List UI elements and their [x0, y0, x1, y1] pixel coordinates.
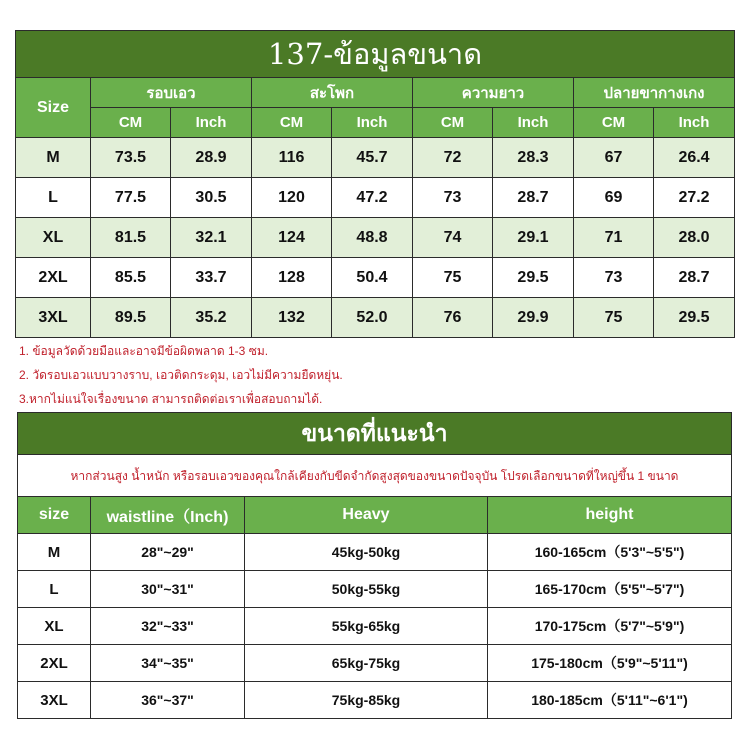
unit-header: Inch: [332, 108, 413, 138]
value-cell: 120: [252, 178, 332, 218]
value-cell: 48.8: [332, 218, 413, 258]
size-column-header: Size: [16, 78, 91, 138]
value-cell: 52.0: [332, 298, 413, 338]
value-cell: 29.9: [493, 298, 574, 338]
recommended-size-table: [17, 412, 732, 719]
value-cell: 47.2: [332, 178, 413, 218]
height-cell: 170-175cm（5'7"~5'9"): [488, 608, 732, 645]
size-cell: M: [18, 534, 91, 571]
value-cell: 28.9: [171, 138, 252, 178]
waistline-cell: 36"~37": [91, 682, 245, 719]
value-cell: 75: [413, 258, 493, 298]
value-cell: 50.4: [332, 258, 413, 298]
value-cell: 73: [574, 258, 654, 298]
waistline-cell: 34"~35": [91, 645, 245, 682]
value-cell: 32.1: [171, 218, 252, 258]
heavy-cell: 45kg-50kg: [245, 534, 488, 571]
size-cell: L: [18, 571, 91, 608]
recommendation-description: หากส่วนสูง น้ำหนัก หรือรอบเอวของคุณใกล้เคียงกับขีดจำกัดสูงสุดของขนาดปัจจุบัน โปรดเลือกขนาดที่ใหญ่ขึ้น 1 ขนาด: [18, 455, 732, 497]
table-row: [16, 138, 735, 178]
unit-header: CM: [574, 108, 654, 138]
value-cell: 30.5: [171, 178, 252, 218]
heavy-cell: 55kg-65kg: [245, 608, 488, 645]
value-cell: 33.7: [171, 258, 252, 298]
size-cell: 3XL: [18, 682, 91, 719]
value-cell: 85.5: [91, 258, 171, 298]
table-row: [18, 571, 732, 608]
header-waistline: waistline（Inch): [91, 497, 245, 534]
value-cell: 71: [574, 218, 654, 258]
table-row: [18, 682, 732, 719]
value-cell: 132: [252, 298, 332, 338]
group-header-hip: สะโพก: [252, 78, 413, 108]
value-cell: 74: [413, 218, 493, 258]
value-cell: 73: [413, 178, 493, 218]
table-row: [18, 534, 732, 571]
group-header-length: ความยาว: [413, 78, 574, 108]
header-size: size: [18, 497, 91, 534]
size-cell: XL: [18, 608, 91, 645]
table-row: [16, 218, 735, 258]
value-cell: 28.7: [654, 258, 735, 298]
table-row: [18, 645, 732, 682]
value-cell: 67: [574, 138, 654, 178]
unit-header: Inch: [493, 108, 574, 138]
unit-header: CM: [252, 108, 332, 138]
size-chart-table: [15, 30, 735, 338]
unit-header: CM: [413, 108, 493, 138]
unit-header: Inch: [171, 108, 252, 138]
recommendation-title: ขนาดที่แนะนำ: [18, 413, 732, 455]
value-cell: 77.5: [91, 178, 171, 218]
table-row: [18, 608, 732, 645]
value-cell: 28.0: [654, 218, 735, 258]
heavy-cell: 75kg-85kg: [245, 682, 488, 719]
value-cell: 29.5: [654, 298, 735, 338]
size-cell: L: [16, 178, 91, 218]
value-cell: 28.7: [493, 178, 574, 218]
header-heavy: Heavy: [245, 497, 488, 534]
height-cell: 180-185cm（5'11"~6'1"): [488, 682, 732, 719]
value-cell: 124: [252, 218, 332, 258]
value-cell: 116: [252, 138, 332, 178]
waistline-cell: 30"~31": [91, 571, 245, 608]
size-cell: 2XL: [16, 258, 91, 298]
heavy-cell: 50kg-55kg: [245, 571, 488, 608]
height-cell: 175-180cm（5'9"~5'11"): [488, 645, 732, 682]
value-cell: 28.3: [493, 138, 574, 178]
value-cell: 26.4: [654, 138, 735, 178]
header-height: height: [488, 497, 732, 534]
size-cell: 3XL: [16, 298, 91, 338]
note-waist-measurement: 2. วัดรอบเอวแบบวางราบ, เอวติดกระดุม, เอวไม่มีความยืดหยุ่น.: [19, 368, 343, 382]
table-row: [16, 178, 735, 218]
value-cell: 89.5: [91, 298, 171, 338]
value-cell: 29.5: [493, 258, 574, 298]
size-cell: XL: [16, 218, 91, 258]
value-cell: 81.5: [91, 218, 171, 258]
recommendation-header-row: [18, 497, 732, 534]
heavy-cell: 65kg-75kg: [245, 645, 488, 682]
size-chart-title: 137-ข้อมูลขนาด: [16, 31, 735, 78]
table-row: [16, 258, 735, 298]
value-cell: 35.2: [171, 298, 252, 338]
note-contact-us: 3.หากไม่แน่ใจเรื่องขนาด สามารถติดต่อเราเพื่อสอบถามได้.: [19, 392, 323, 406]
waistline-cell: 28"~29": [91, 534, 245, 571]
value-cell: 45.7: [332, 138, 413, 178]
value-cell: 75: [574, 298, 654, 338]
unit-header: CM: [91, 108, 171, 138]
height-cell: 160-165cm（5'3"~5'5"): [488, 534, 732, 571]
value-cell: 27.2: [654, 178, 735, 218]
value-cell: 128: [252, 258, 332, 298]
size-cell: M: [16, 138, 91, 178]
table-row: [16, 298, 735, 338]
group-header-waist: รอบเอว: [91, 78, 252, 108]
value-cell: 73.5: [91, 138, 171, 178]
value-cell: 76: [413, 298, 493, 338]
waistline-cell: 32"~33": [91, 608, 245, 645]
unit-header: Inch: [654, 108, 735, 138]
value-cell: 69: [574, 178, 654, 218]
height-cell: 165-170cm（5'5"~5'7"): [488, 571, 732, 608]
size-cell: 2XL: [18, 645, 91, 682]
value-cell: 29.1: [493, 218, 574, 258]
value-cell: 72: [413, 138, 493, 178]
group-header-hem: ปลายขากางเกง: [574, 78, 735, 108]
note-measurement-error: 1. ข้อมูลวัดด้วยมือและอาจมีข้อผิดพลาด 1-3 ซม.: [19, 344, 269, 358]
